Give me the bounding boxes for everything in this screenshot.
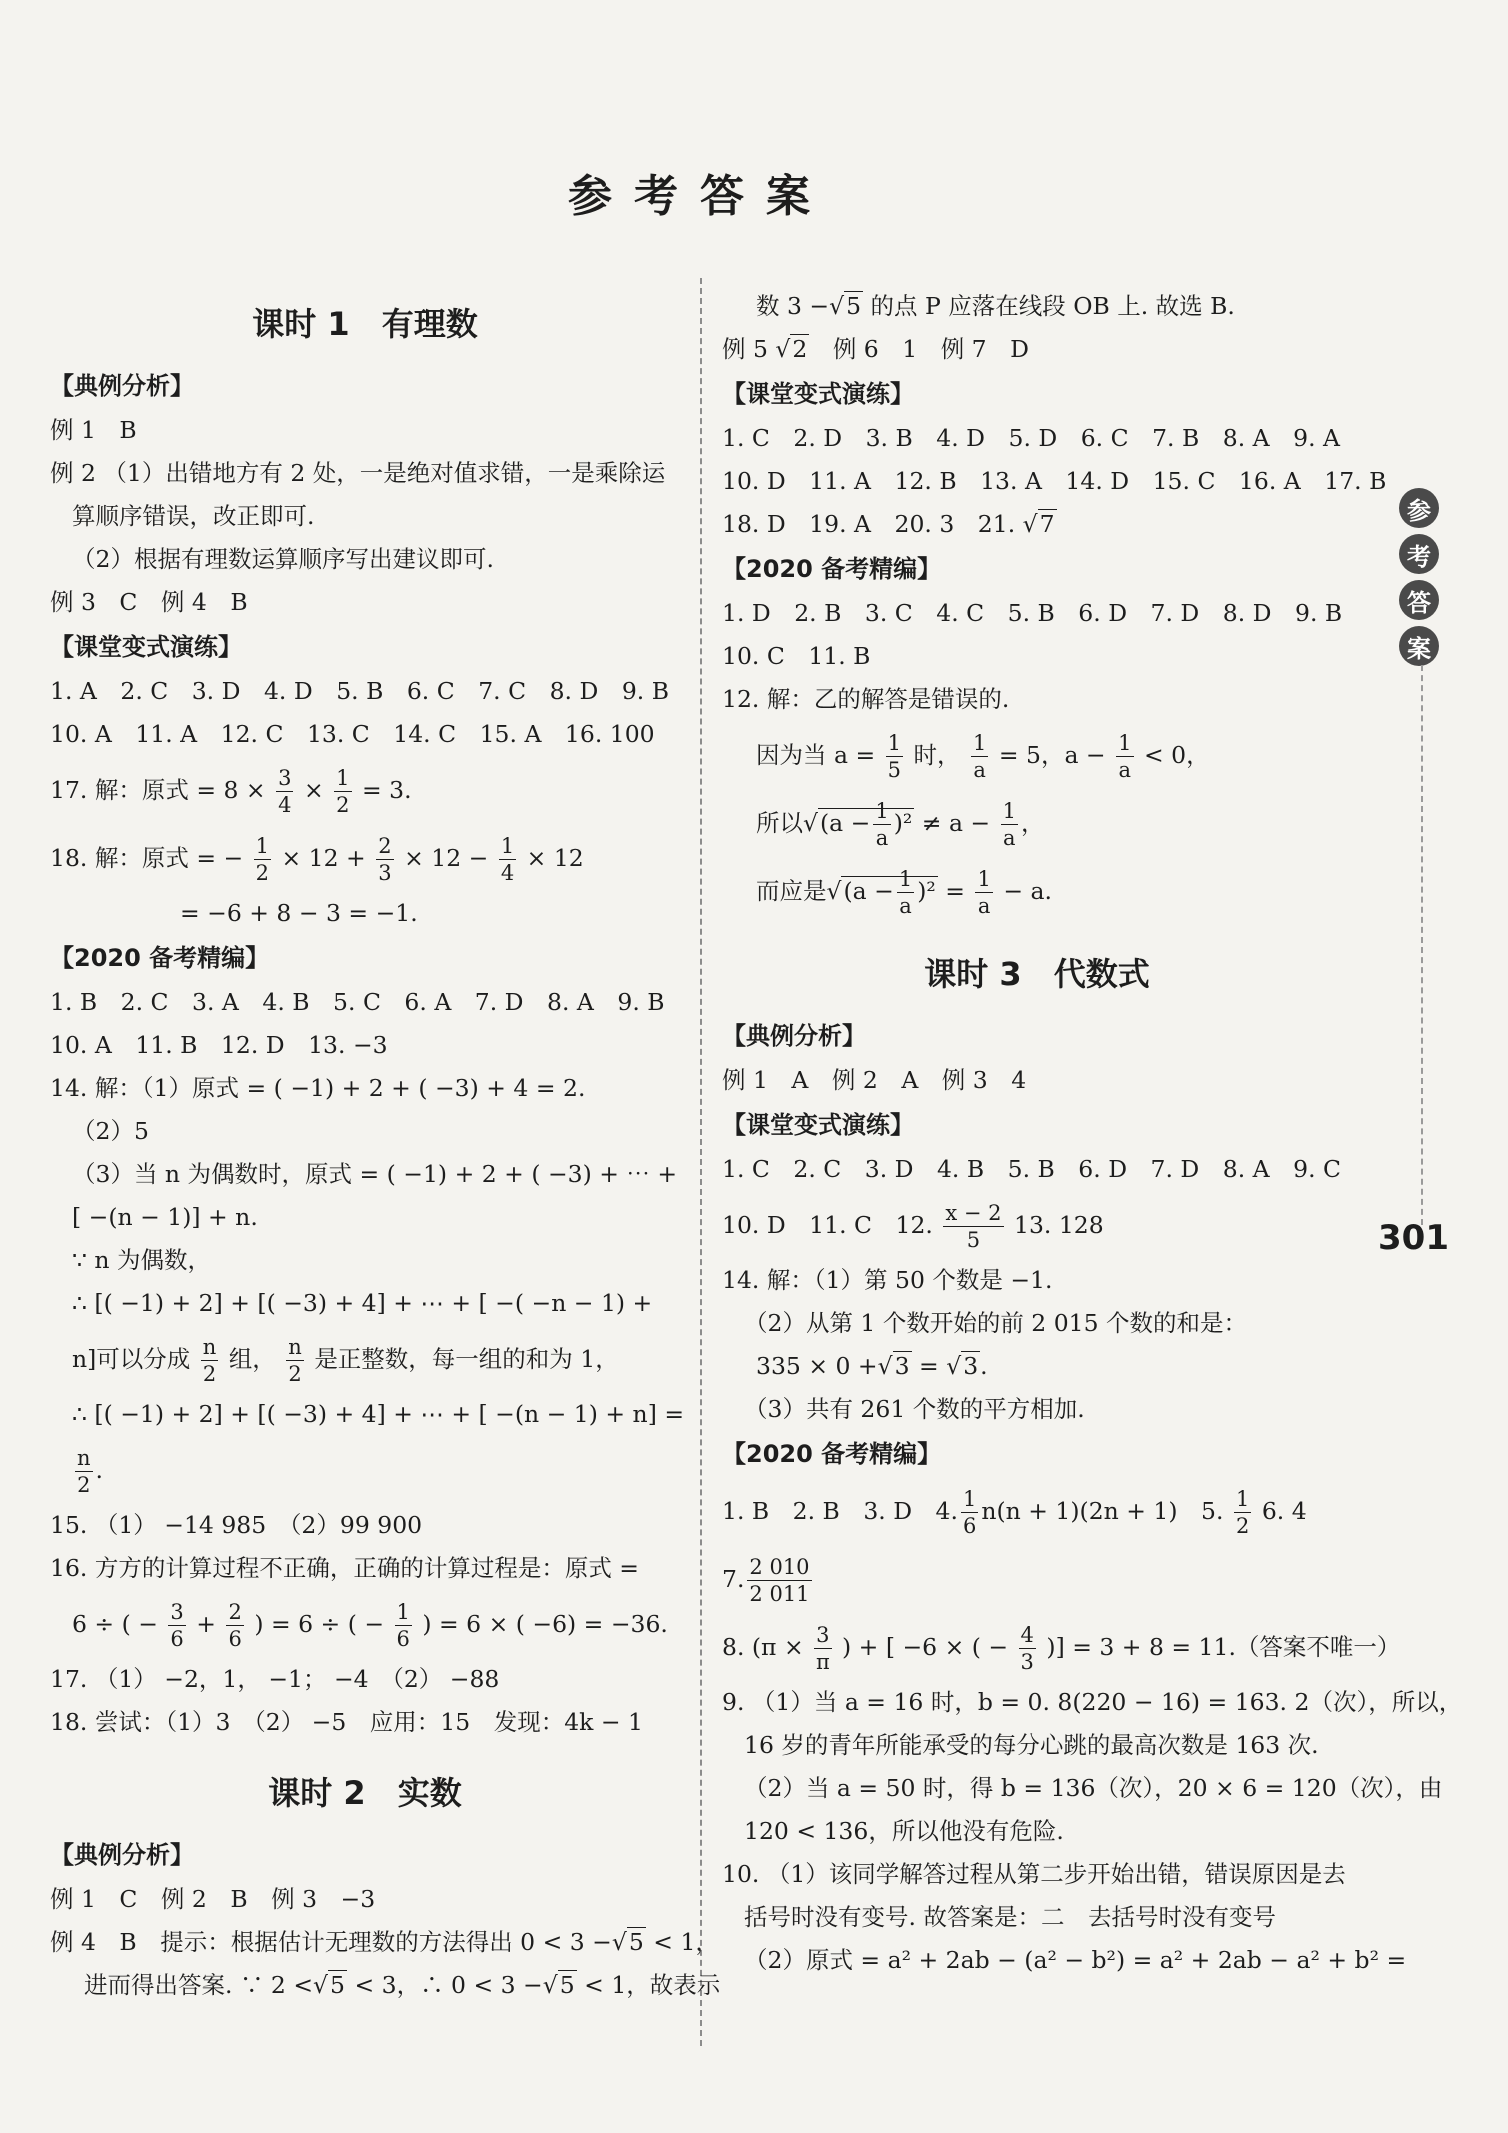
denominator: π <box>815 1650 830 1674</box>
text: 18. 解：原式 = − <box>50 844 244 872</box>
numerator: x − 2 <box>945 1201 1002 1225</box>
text: = <box>945 877 965 905</box>
section-heading: 【典例分析】 <box>50 1841 194 1869</box>
answer-line: 14. 解：（1）原式 = ( −1) + 2 + ( −3) + 4 = 2. <box>50 1074 586 1102</box>
text: 的点 P 应落在线段 OB 上. 故选 B. <box>870 292 1235 320</box>
answer-line: 18. D 19. A 20. 3 21. √7 <box>722 510 1055 538</box>
numerator: 1 <box>1118 731 1132 755</box>
numerator: 1 <box>255 834 270 858</box>
text: ) = 6 × ( −6) = −36. <box>422 1610 668 1638</box>
answer-line <box>50 1325 680 1393</box>
text: × <box>303 776 324 804</box>
answer-line: 1. C 2. D 3. B 4. D 5. D 6. C 7. B 8. A 9. A <box>722 424 1340 452</box>
text: )] = 3 + 8 = 11.（答案不唯一） <box>1046 1633 1401 1661</box>
section-heading: 【2020 备考精编】 <box>722 555 942 583</box>
fraction <box>334 765 351 818</box>
answer-line: 而应是√(a − $\frac{1}{a}$ )² = $\frac{1}{a}$ − a. <box>756 867 1052 918</box>
side-tab-char: 答 <box>1399 580 1439 620</box>
numerator: 1 <box>977 867 991 891</box>
text: 是正整数，每一组的和为 1， <box>314 1345 619 1373</box>
answer-line <box>50 824 680 892</box>
fraction <box>1019 1622 1036 1675</box>
numerator: 3 <box>170 1600 184 1624</box>
denominator: 2 011 <box>749 1582 810 1606</box>
denominator: a <box>977 894 991 918</box>
answer-line: （2）从第 1 个数开始的前 2 015 个数的和是： <box>744 1309 1248 1337</box>
answer-line <box>722 1477 1352 1545</box>
text: ， <box>1020 809 1045 837</box>
denominator: 4 <box>278 793 292 817</box>
fraction <box>943 1200 1003 1253</box>
numerator: 3 <box>278 766 292 790</box>
answer-line: 例 1 B <box>50 416 137 444</box>
numerator: 1 <box>962 1487 977 1511</box>
fraction <box>395 1599 412 1652</box>
text: < 0， <box>1143 741 1210 769</box>
text: ≠ a − <box>921 809 991 837</box>
answer-line: 15. （1） −14 985 （2）99 900 <box>50 1511 423 1539</box>
answer-line: 进而得出答案. ∵ 2 <√5 < 3，∴ 0 < 3 −√5 < 1，故表示 <box>84 1971 721 1999</box>
numerator: 1 <box>1002 799 1016 823</box>
answer-line: 1. C 2. C 3. D 4. B 5. B 6. D 7. D 8. A 9. C <box>722 1155 1341 1183</box>
fraction <box>75 1445 93 1498</box>
fraction <box>286 1334 304 1387</box>
column-divider <box>700 278 702 2046</box>
text: × 12 − <box>404 844 489 872</box>
answer-line: 16 岁的青年所能承受的每分心跳的最高次数是 163 次. <box>744 1731 1319 1759</box>
section-heading: 【课堂变式演练】 <box>50 633 242 661</box>
fraction <box>873 798 890 851</box>
text: 例 4 B 提示：根据估计无理数的方法得出 0 < 3 − <box>50 1928 612 1956</box>
answer-line: 1. B 2. C 3. A 4. B 5. C 6. A 7. D 8. A 9. B <box>50 988 665 1016</box>
sqrt-expression <box>818 799 914 850</box>
section-heading: 【课堂变式演练】 <box>722 1111 914 1139</box>
answer-line: 10. A 11. B 12. D 13. −3 <box>50 1031 388 1059</box>
section-heading: 【典例分析】 <box>722 1022 866 1050</box>
left-column <box>50 285 721 2007</box>
text: 13. 128 <box>1014 1211 1104 1239</box>
text: < 3，∴ 0 < 3 − <box>354 1971 543 1999</box>
denominator: 6 <box>170 1627 184 1651</box>
denominator: a <box>1118 758 1132 782</box>
section-heading: 【2020 备考精编】 <box>722 1440 942 1468</box>
numerator: 2 010 <box>749 1555 810 1579</box>
answer-line: 括号时没有变号. 故答案是：二 去括号时没有变号 <box>744 1903 1276 1931</box>
page-title: 参考答案 <box>568 171 832 222</box>
denominator: a <box>973 758 986 782</box>
answer-line: 10. A 11. A 12. C 13. C 14. C 15. A 16. 100 <box>50 720 655 748</box>
answer-line: 10. C 11. B <box>722 642 871 670</box>
side-tab-char: 参 <box>1399 488 1439 528</box>
sqrt: 5 <box>628 1928 644 1956</box>
answer-line <box>722 721 1352 789</box>
numerator: 1 <box>336 766 350 790</box>
fraction <box>254 833 271 886</box>
fraction <box>1234 1486 1251 1539</box>
text: 组， <box>228 1345 276 1373</box>
denominator: 3 <box>1020 1650 1034 1674</box>
denominator: 5 <box>966 1228 981 1252</box>
fraction <box>1116 730 1133 783</box>
sqrt: 2 <box>792 335 808 363</box>
answer-line: 12. 解：乙的解答是错误的. <box>722 685 1010 713</box>
text: 8. (π × <box>722 1633 804 1661</box>
answer-line: ∵ n 为偶数， <box>72 1246 212 1274</box>
answer-line: 14. 解：（1）第 50 个数是 −1. <box>722 1266 1053 1294</box>
text: . <box>980 1352 988 1380</box>
denominator: 6 <box>962 1514 977 1538</box>
fraction <box>747 1554 811 1607</box>
answer-line: 算顺序错误，改正即可. <box>72 502 315 530</box>
sqrt: 5 <box>559 1971 575 1999</box>
lesson-heading: 课时 3 代数式 <box>924 955 1150 993</box>
fraction <box>376 833 393 886</box>
answer-line <box>50 1590 680 1658</box>
denominator: 3 <box>378 861 392 885</box>
fraction <box>814 1622 831 1675</box>
numerator: 1 <box>1235 1487 1250 1511</box>
text: 7. <box>722 1565 745 1593</box>
answer-line: （3）当 n 为偶数时，原式 = ( −1) + 2 + ( −3) + ⋯ + <box>72 1160 678 1188</box>
text: 例 5 <box>722 335 768 363</box>
text: ) = 6 ÷ ( − <box>254 1610 385 1638</box>
text: n]可以分成 <box>72 1345 191 1373</box>
text: . <box>95 1456 104 1484</box>
text: )² <box>893 809 913 837</box>
fraction <box>201 1334 219 1387</box>
numerator: 4 <box>1020 1623 1034 1647</box>
answer-line: （3）共有 261 个数的平方相加. <box>744 1395 1085 1423</box>
fraction <box>226 1599 243 1652</box>
sqrt-expression <box>841 867 937 918</box>
answer-line: （2）原式 = a² + 2ab − (a² − b²) = a² + 2ab − a² + b² = <box>744 1946 1407 1974</box>
denominator: 2 <box>255 861 270 885</box>
sqrt: 5 <box>330 1971 345 1999</box>
answer-line: （2）根据有理数运算顺序写出建议即可. <box>72 545 494 573</box>
text: = 5，a − <box>998 741 1106 769</box>
lesson-heading: 课时 1 有理数 <box>252 305 478 343</box>
sqrt: 3 <box>963 1352 979 1380</box>
answer-line: 例 4 B 提示：根据估计无理数的方法得出 0 < 3 −√5 < 1， <box>50 1928 719 1956</box>
text: 因为当 a = <box>756 741 876 769</box>
numerator: 1 <box>887 731 902 755</box>
answer-line: 所以√(a − $\frac{1}{a}$ )² ≠ a − $\frac{1}{a}$ ， <box>756 799 1045 850</box>
numerator: n <box>288 1335 302 1359</box>
denominator: 2 <box>77 1473 91 1497</box>
side-tab-char: 考 <box>1399 534 1439 574</box>
text: = <box>919 1352 939 1380</box>
text: (a − <box>819 809 871 837</box>
section-heading: 【2020 备考精编】 <box>50 944 270 972</box>
fraction <box>961 1486 978 1539</box>
numerator: 2 <box>228 1600 242 1624</box>
denominator: 2 <box>288 1362 302 1386</box>
denominator: 2 <box>202 1362 217 1386</box>
answer-line: 例 2 （1）出错地方有 2 处，一是绝对值求错，一是乘除运 <box>50 459 666 487</box>
answer-line <box>722 1613 1401 1681</box>
text: × 12 + <box>281 844 366 872</box>
numerator: n <box>202 1335 217 1359</box>
side-tab-char: 案 <box>1399 626 1439 666</box>
denominator: 2 <box>336 793 350 817</box>
denominator: a <box>899 894 912 918</box>
text: 1. B 2. B 3. D 4. <box>722 1497 958 1525</box>
fraction <box>276 765 293 818</box>
text: 数 3 − <box>756 292 830 320</box>
answer-line: ∴ [( −1) + 2] + [( −3) + 4] + ⋯ + [ −(n − 1) + n] = <box>72 1400 685 1428</box>
answer-line <box>50 756 680 824</box>
side-tab <box>1393 488 1445 666</box>
answer-line <box>50 1436 680 1504</box>
answer-line: （2）当 a = 50 时，得 b = 136（次），20 × 6 = 120（次），由 <box>744 1774 1443 1802</box>
section-heading: 【课堂变式演练】 <box>722 380 914 408</box>
answer-line: 10. （1）该同学解答过程从第二步开始出错，错误原因是去 <box>722 1860 1346 1888</box>
denominator: a <box>875 826 889 850</box>
text: 例 6 1 例 7 D <box>809 335 1029 363</box>
fraction <box>897 866 914 919</box>
denominator: 6 <box>396 1627 410 1651</box>
fraction <box>499 833 516 886</box>
answer-line: 120 < 136，所以他没有危险. <box>744 1817 1064 1845</box>
answer-line: 335 × 0 +√3 = √3. <box>756 1352 988 1380</box>
answer-line <box>722 1191 1352 1259</box>
fraction <box>975 866 992 919</box>
text: 18. D 19. A 20. 3 21. <box>722 510 1016 538</box>
answer-line: ∴ [( −1) + 2] + [( −3) + 4] + ⋯ + [ −( −n − 1) + <box>72 1289 653 1317</box>
fraction <box>971 730 988 783</box>
denominator: a <box>1003 826 1016 850</box>
answer-line: 例 1 A 例 2 A 例 3 4 <box>722 1066 1027 1094</box>
sqrt: 7 <box>1039 510 1055 538</box>
numerator: 1 <box>396 1600 410 1624</box>
answer-line: 1. A 2. C 3. D 4. D 5. B 6. C 7. C 8. D 9. B <box>50 677 669 705</box>
text: + <box>196 1610 216 1638</box>
answer-line: 例 5 √2 例 6 1 例 7 D <box>722 335 1029 363</box>
text: 时， <box>913 741 961 769</box>
numerator: 1 <box>875 799 889 823</box>
text: n(n + 1)(2n + 1) 5. <box>981 1497 1224 1525</box>
fraction <box>1001 798 1018 851</box>
text: 进而得出答案. ∵ 2 < <box>84 1971 314 1999</box>
answer-line <box>722 1545 1352 1613</box>
numerator: 2 <box>378 834 392 858</box>
numerator: 1 <box>500 834 515 858</box>
text: 335 × 0 + <box>756 1352 878 1380</box>
text: × 12 <box>526 844 584 872</box>
denominator: 6 <box>228 1627 242 1651</box>
text: < 1， <box>653 1928 719 1956</box>
text: 而应是 <box>756 877 827 905</box>
answer-line: 16. 方方的计算过程不正确，正确的计算过程是：原式 = <box>50 1554 640 1582</box>
text: 17. 解：原式 = 8 × <box>50 776 266 804</box>
denominator: 5 <box>887 758 902 782</box>
text: < 1，故表示 <box>584 1971 721 1999</box>
text: 6. 4 <box>1261 1497 1307 1525</box>
answer-line: 1. D 2. B 3. C 4. C 5. B 6. D 7. D 8. D 9. B <box>722 599 1343 627</box>
denominator: 4 <box>500 861 515 885</box>
text: (a − <box>843 877 894 905</box>
text: − a. <box>1003 877 1052 905</box>
lesson-heading: 课时 2 实数 <box>268 1774 462 1812</box>
answer-line: （2）5 <box>72 1117 149 1145</box>
answer-line: = −6 + 8 − 3 = −1. <box>180 899 418 927</box>
text: 6 ÷ ( − <box>72 1610 158 1638</box>
fraction <box>168 1599 185 1652</box>
numerator: 1 <box>972 731 987 755</box>
text: ) + [ −6 × ( − <box>842 1633 1009 1661</box>
answer-line: 17. （1） −2，1， −1； −4 （2） −88 <box>50 1665 500 1693</box>
answer-line: 例 3 C 例 4 B <box>50 588 248 616</box>
side-tab-dashline <box>1421 665 1423 1225</box>
sqrt: 5 <box>846 292 862 320</box>
page-number: 301 <box>1378 1218 1449 1258</box>
fraction <box>886 730 903 783</box>
answer-line: 9. （1）当 a = 16 时，b = 0. 8(220 − 16) = 163. 2（次），所以， <box>722 1688 1463 1716</box>
numerator: n <box>77 1446 91 1470</box>
answer-line: 10. D 11. A 12. B 13. A 14. D 15. C 16. A 17. B <box>722 467 1387 495</box>
text: = 3. <box>361 776 412 804</box>
answer-line: 例 1 C 例 2 B 例 3 −3 <box>50 1885 376 1913</box>
answer-line: [ −(n − 1)] + n. <box>72 1203 258 1231</box>
sqrt: 3 <box>894 1352 910 1380</box>
text: 10. D 11. C 12. <box>722 1211 933 1239</box>
numerator: 1 <box>898 867 913 891</box>
section-heading: 【典例分析】 <box>50 372 194 400</box>
answer-line: 数 3 −√5 的点 P 应落在线段 OB 上. 故选 B. <box>756 292 1235 320</box>
numerator: 3 <box>816 1623 830 1647</box>
text: )² <box>917 877 936 905</box>
denominator: 2 <box>1235 1514 1250 1538</box>
text: 所以 <box>756 809 803 837</box>
answer-line: 18. 尝试：（1）3 （2） −5 应用：15 发现：4k − 1 <box>50 1708 643 1736</box>
